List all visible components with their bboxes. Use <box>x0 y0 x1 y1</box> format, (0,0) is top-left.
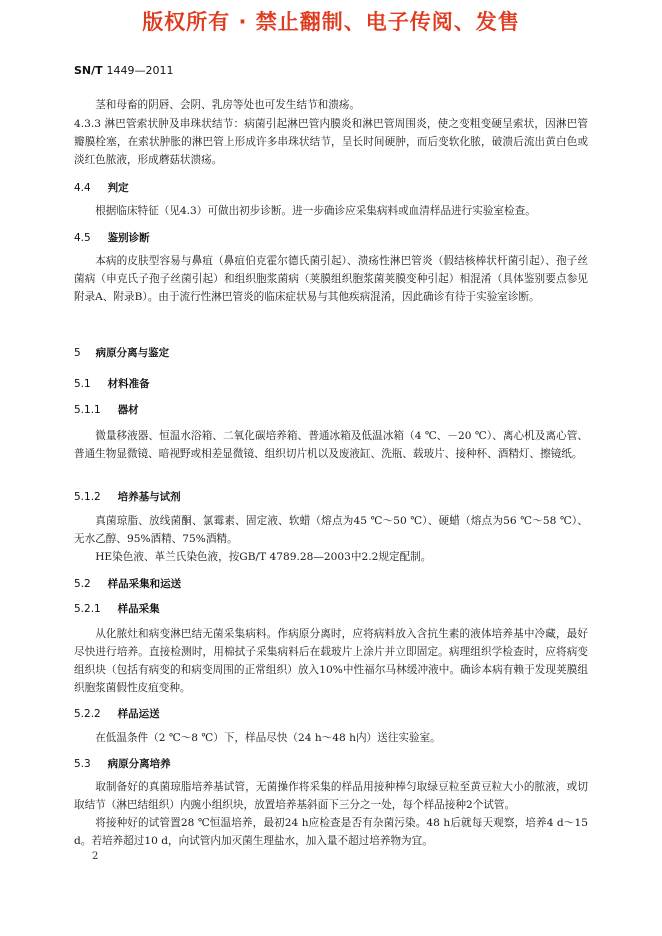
heading-title: 鉴别诊断 <box>107 232 150 244</box>
heading-number: 5.2 <box>74 578 91 590</box>
heading-title: 判定 <box>107 182 129 194</box>
heading-4-5 <box>74 230 150 245</box>
heading-title: 样品采集和运送 <box>107 578 182 590</box>
heading-title: 材料准备 <box>107 378 150 390</box>
paragraph-5-1-2-a: 真菌琼脂、放线菌酮、氯霉素、固定液、软蜡（熔点为45 ℃～50 ℃）、硬蜡（熔点为56 ℃～58 ℃）、无水乙醇、95%酒精、75%酒精。 <box>74 515 588 545</box>
heading-number: 4.5 <box>74 232 91 244</box>
heading-5-3 <box>74 756 171 771</box>
paragraph-5-1-1: 微量移液器、恒温水浴箱、二氧化碳培养箱、普通冰箱及低温冰箱（4 ℃、－20 ℃）、离心机及离心管、普通生物显微镜、暗视野或相差显微镜、组织切片机以及废液缸、洗瓶、载玻片、接种杯、酒精灯、擦镜纸。 <box>74 430 588 460</box>
heading-5-1-2 <box>74 489 181 504</box>
heading-number: 5.2.2 <box>74 708 101 720</box>
heading-title: 样品运送 <box>117 708 160 720</box>
heading-5 <box>74 345 169 360</box>
document-code <box>74 64 174 77</box>
heading-5-1 <box>74 376 150 391</box>
heading-5-2-1 <box>74 601 160 616</box>
paragraph-5-3-a: 取制备好的真菌琼脂培养基试管，无菌操作将采集的样品用接种棒匀取绿豆粒至黄豆粒大小的脓液，或切取结节（淋巴结组织）内豌小组织块，放置培养基斜面下三分之一处，每个样品接种2个试管。 <box>74 781 588 811</box>
paragraph-4-3-3: 4.3.3 淋巴管索状肿及串珠状结节：病菌引起淋巴管内膜炎和淋巴管周围炎，使之变粗变硬呈索状，因淋巴管瓣膜栓塞，在索状肿胀的淋巴管上形成许多串珠状结节，呈长时间硬肿，而后变软化脓，破溃后流出黄白色或淡红色脓液，形成蘑菇状溃疡。 <box>74 118 588 166</box>
heading-number: 5.2.1 <box>74 603 101 615</box>
heading-number: 5.1.1 <box>74 404 101 416</box>
heading-title: 器材 <box>117 404 139 416</box>
paragraph-4-5: 本病的皮肤型容易与鼻疽（鼻疽伯克霍尔德氏菌引起）、溃疡性淋巴管炎（假结核棒状杆菌引起）、孢子丝菌病（申克氏子孢子丝菌引起）和组织胞浆菌病（荚膜组织胞浆菌荚膜变种引起）相混淆（具体鉴别要点参见附录A、附录B）。由于流行性淋巴管炎的临床症状易与其他疾病混淆，因此确诊有待于实验室诊断。 <box>74 255 588 303</box>
paragraph-5-1-2-b: HE染色液、革兰氏染色液，按GB/T 4789.28—2003中2.2规定配制。 <box>95 551 432 563</box>
paragraph-5-3-b: 将接种好的试管置28 ℃恒温培养，最初24 h应检查是否有杂菌污染。48 h后就每天观察，培养4 d～15 d。若培养超过10 d，向试管内加灭菌生理盐水，加入量不超过培养物为宜。 <box>74 817 588 847</box>
heading-number: 5.1.2 <box>74 491 101 503</box>
copyright-banner: 版权所有 · 禁止翻制、电子传阅、发售 <box>142 10 520 34</box>
heading-number: 4.4 <box>74 182 91 194</box>
heading-title: 样品采集 <box>117 603 160 615</box>
paragraph-5-2-1: 从化脓灶和病变淋巴结无菌采集病料。作病原分离时，应将病料放入含抗生素的液体培养基中冷藏，最好尽快进行培养。直接检测时，用棉拭子采集病料后在载玻片上涂片并立即固定。病理组织学检查时，应将病变组织块（包括有病变的和病变周围的正常组织）放入10%中性福尔马林缓冲液中。确诊本病有赖于发现荚膜组织胞浆菌假性皮疽变种。 <box>74 628 588 694</box>
heading-5-1-1 <box>74 402 139 417</box>
paragraph-4-4: 根据临床特征（见4.3）可做出初步诊断。进一步确诊应采集病料或血清样品进行实验室检查。 <box>95 205 536 217</box>
paragraph-continuation: 茎和母畜的阴唇、会阴、乳房等处也可发生结节和溃疡。 <box>95 99 361 111</box>
heading-number: 5.3 <box>74 758 91 770</box>
page-number: 2 <box>92 851 99 862</box>
heading-title: 病原分离与鉴定 <box>95 347 170 359</box>
document-code-number: 1449—2011 <box>106 64 174 77</box>
heading-5-2 <box>74 576 181 591</box>
document-code-prefix: SN/T <box>74 64 103 77</box>
heading-5-2-2 <box>74 706 160 721</box>
heading-4-4 <box>74 180 129 195</box>
paragraph-5-2-2: 在低温条件（2 ℃～8 ℃）下，样品尽快（24 h～48 h内）送往实验室。 <box>95 732 441 744</box>
heading-title: 培养基与试剂 <box>117 491 181 503</box>
heading-number: 5 <box>74 347 81 359</box>
heading-number: 5.1 <box>74 378 91 390</box>
heading-title: 病原分离培养 <box>107 758 171 770</box>
